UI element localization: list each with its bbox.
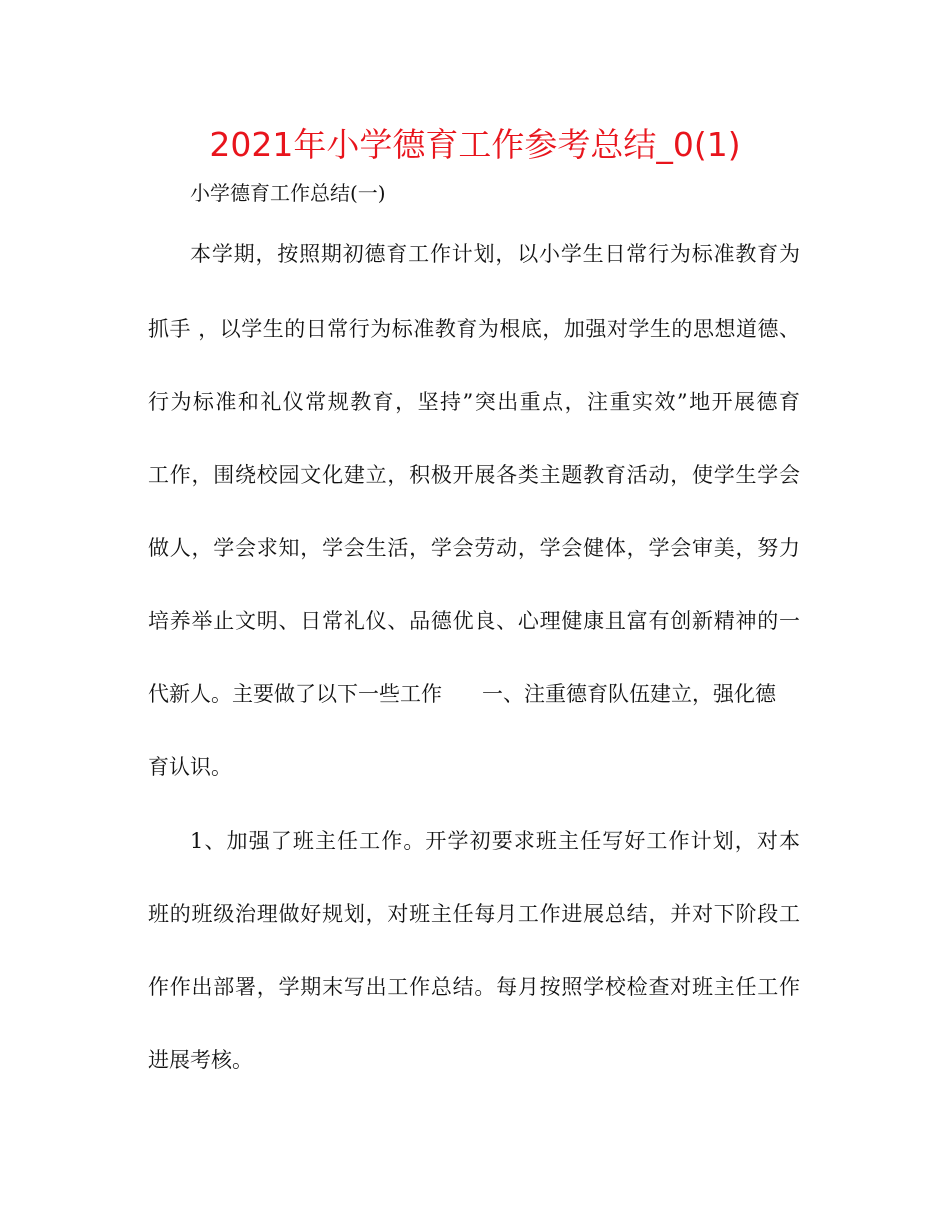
paragraph-line: 班的班级治理做好规划，对班主任每月工作进展总结，并对下阶段工 <box>148 902 800 926</box>
section-heading-one: 一、注重德育队伍建立，强化德 <box>482 682 776 706</box>
document-title: 2021年小学德育工作参考总结_0(1) <box>209 125 741 164</box>
document-subtitle: 小学德育工作总结(一) <box>190 181 386 205</box>
paragraph-line: 1、加强了班主任工作。开学初要求班主任写好工作计划，对本 <box>190 829 800 853</box>
paragraph-line: 本学期，按照期初德育工作计划，以小学生日常行为标准教育为 <box>190 242 800 266</box>
paragraph-line: 行为标准和礼仪常规教育，坚持”突出重点，注重实效”地开展德育 <box>148 390 800 414</box>
paragraph-line: 作作出部署，学期末写出工作总结。每月按照学校检查对班主任工作 <box>148 975 800 999</box>
paragraph-line: 培养举止文明、日常礼仪、品德优良、心理健康且富有创新精神的一 <box>148 609 800 633</box>
paragraph-line: 进展考核。 <box>148 1048 253 1072</box>
paragraph-line: 做人，学会求知，学会生活，学会劳动，学会健体，学会审美，努力 <box>148 536 800 560</box>
paragraph-line-mixed <box>148 678 800 710</box>
paragraph-line: 育认识。 <box>148 755 232 779</box>
paragraph-line-part: 代新人。主要做了以下一些工作 <box>148 682 442 706</box>
paragraph-line: 抓手 ，以学生的日常行为标准教育为根底，加强对学生的思想道德、 <box>148 317 800 341</box>
paragraph-line: 工作，围绕校园文化建立，积极开展各类主题教育活动，使学生学会 <box>148 463 800 487</box>
